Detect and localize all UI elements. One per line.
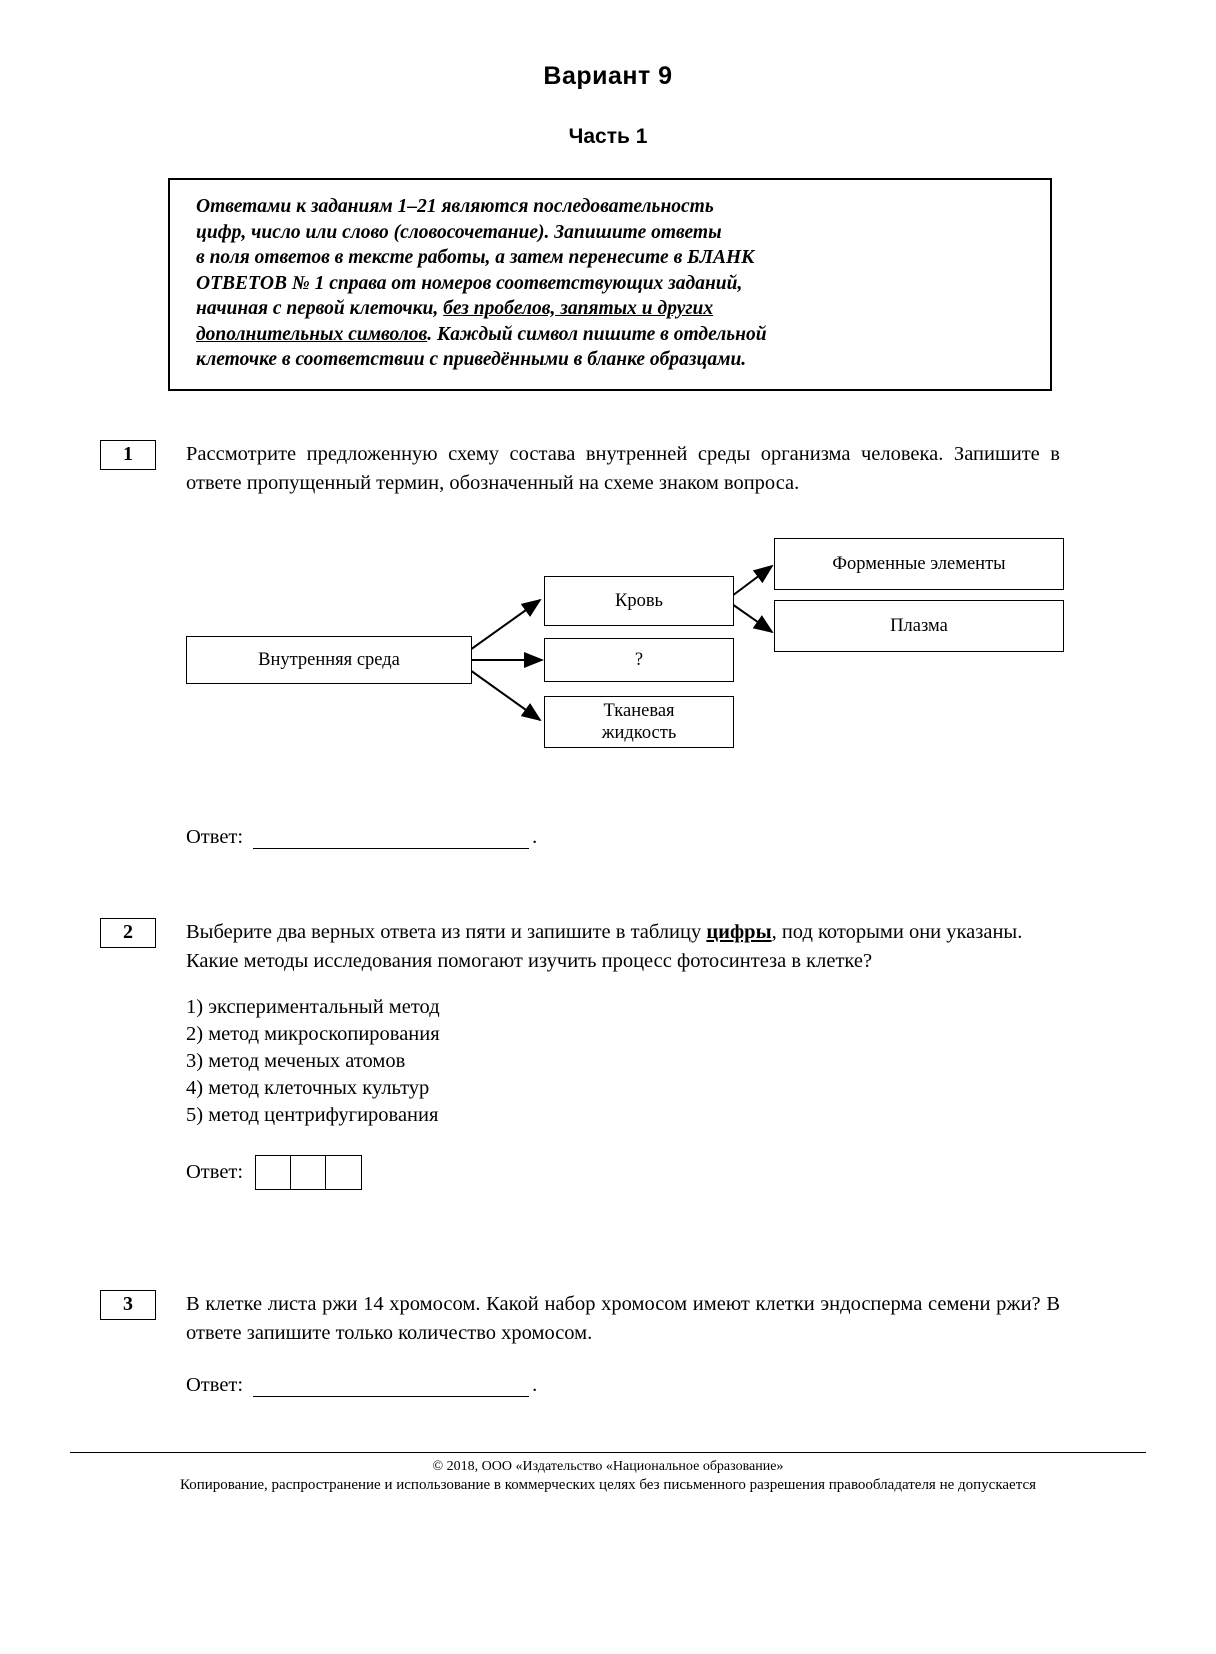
task-1-number: 1 <box>100 440 156 470</box>
diagram-box-root: Внутренняя среда <box>186 636 472 684</box>
instruction-line-1: Ответами к заданиям 1–21 являются последовательность <box>196 196 714 217</box>
task-2-answer-cell-2[interactable] <box>291 1156 326 1189</box>
diagram-box-formed-elements: Форменные элементы <box>774 538 1064 590</box>
task-2-option-2[interactable]: 2) метод микроскопирования <box>186 1023 440 1045</box>
task-2-answer-cell-3[interactable] <box>326 1156 361 1189</box>
instruction-line-2: цифр, число или слово (словосочетание). Запишите ответы <box>196 221 722 243</box>
instruction-line-4: ОТВЕТОВ № 1 справа от номеров соответствующих заданий, <box>196 272 743 294</box>
diagram-box-tissue-fluid-line1: Тканевая <box>603 701 675 721</box>
task-1-answer-field[interactable] <box>253 831 529 849</box>
page-footer <box>70 1452 1146 1494</box>
task-1-answer <box>100 800 1060 849</box>
task-2-option-4[interactable]: 4) метод клеточных культур <box>186 1077 430 1099</box>
task-3 <box>100 1290 1060 1397</box>
diagram-box-question: ? <box>544 638 734 682</box>
task-2-answer-label: Ответ: <box>186 1161 244 1183</box>
task-2-answer-cell-1[interactable] <box>256 1156 291 1189</box>
instruction-line-5a: начиная с первой клеточки, <box>196 298 444 319</box>
task-2-answer-line <box>186 1155 1060 1190</box>
task-2-option-3[interactable]: 3) метод меченых атомов <box>186 1050 406 1072</box>
task-2-number: 2 <box>100 918 156 948</box>
task-2-answer-grid[interactable] <box>255 1155 362 1190</box>
task-2-options <box>186 994 1060 1129</box>
task-3-text: В клетке листа ржи 14 хромосом. Какой набор хромосом имеют клетки эндосперма семени ржи? В ответе запишите только количество хромосом. <box>186 1293 1060 1344</box>
task-2-option-5[interactable]: 5) метод центрифугирования <box>186 1104 439 1126</box>
task-3-answer-period: . <box>532 1374 538 1396</box>
internal-environment-diagram <box>180 538 1070 778</box>
instruction-line-6a: дополнительных символов <box>196 323 428 345</box>
task-1-answer-label: Ответ: <box>186 826 244 848</box>
task-2-option-1[interactable]: 1) экспериментальный метод <box>186 996 440 1018</box>
instruction-line-3: в поля ответов в тексте работы, а затем перенесите в БЛАНК <box>196 247 755 268</box>
diagram-box-plasma: Плазма <box>774 600 1064 652</box>
task-1-answer-line <box>186 826 1060 849</box>
task-2-text-part1: Выберите два верных ответа из пяти и запишите в таблицу <box>186 921 707 943</box>
task-1-answer-period: . <box>532 826 538 848</box>
diagram-box-blood: Кровь <box>544 576 734 626</box>
task-3-answer-line <box>186 1374 1060 1397</box>
task-3-answer-field[interactable] <box>253 1379 529 1397</box>
task-2-text-part2: , под которыми они указаны. <box>771 921 1023 943</box>
instruction-line-5b: без пробелов, запятых и других <box>443 298 714 319</box>
instruction-line-6b: . Каждый символ пишите в отдельной <box>427 323 767 345</box>
task-2 <box>100 918 1060 1190</box>
task-3-answer-label: Ответ: <box>186 1374 244 1396</box>
diagram-box-tissue-fluid-line2: жидкость <box>601 723 677 743</box>
diagram-box-tissue-fluid <box>544 696 734 748</box>
task-2-text-bold: цифры <box>706 921 772 943</box>
task-3-number: 3 <box>100 1290 156 1320</box>
task-2-question: Какие методы исследования помогают изучить процесс фотосинтеза в клетке? <box>186 950 873 972</box>
task-2-text <box>186 918 1060 947</box>
footer-copyright: © 2018, ООО «Издательство «Национальное образование» <box>432 1459 784 1474</box>
instruction-box <box>168 178 1052 391</box>
part-heading: Часть 1 <box>568 125 648 148</box>
task-1 <box>100 440 1060 498</box>
footer-notice: Копирование, распространение и использование в коммерческих целях без письменного разрешения правообладателя не допускается <box>179 1477 1037 1493</box>
page-title: Вариант 9 <box>543 62 673 90</box>
instruction-line-7: клеточке в соответствии с приведёнными в бланке образцами. <box>196 349 747 370</box>
task-1-text: Рассмотрите предложенную схему состава внутренней среды организма человека. Запишите в ответе пропущенный термин, обозначенный на схеме знаком вопроса. <box>186 443 1060 494</box>
